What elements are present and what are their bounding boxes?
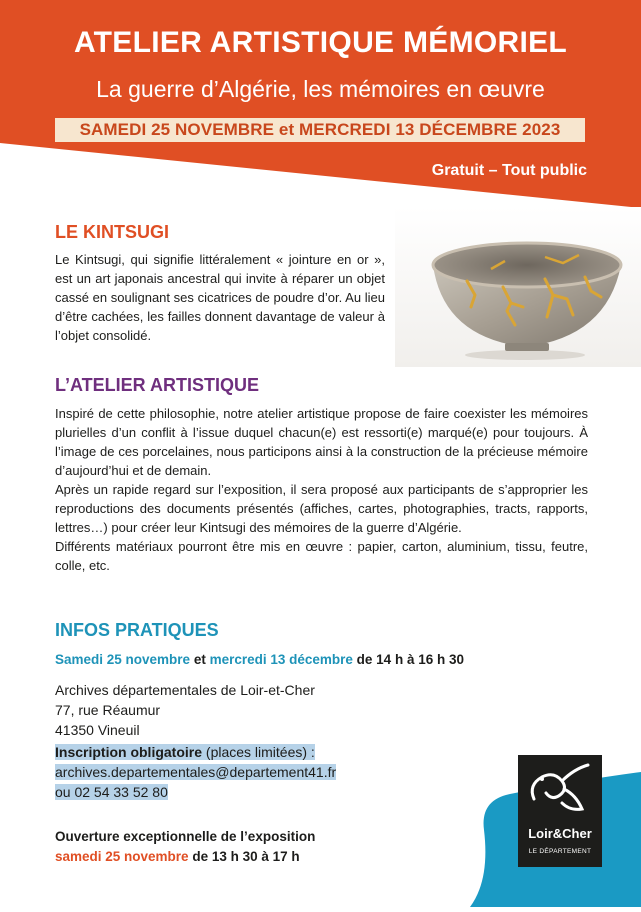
schedule-line (55, 652, 464, 667)
logo-subtitle: LE DÉPARTEMENT (528, 848, 592, 855)
event-dates: SAMEDI 25 NOVEMBRE et MERCREDI 13 DÉCEMBRE 2023 (55, 118, 585, 142)
opening-label: Ouverture exceptionnelle de l’exposition (55, 829, 316, 844)
opening-block (55, 827, 315, 867)
kintsugi-heading: LE KINTSUGI (55, 222, 170, 242)
address-line: 41350 Vineuil (55, 722, 140, 738)
atelier-text (55, 404, 588, 575)
atelier-heading: L’ATELIER ARTISTIQUE (55, 375, 260, 395)
schedule-hours: de 14 h à 16 h 30 (352, 652, 464, 667)
opening-hours: de 13 h 30 à 17 h (188, 849, 300, 864)
registration-phone[interactable]: ou 02 54 33 52 80 (55, 784, 168, 800)
logo-name: Loir&Cher (528, 826, 592, 841)
schedule-date-1: Samedi 25 novembre (55, 652, 191, 667)
atelier-paragraph: Différents matériaux pourront être mis en œuvre : papier, carton, aluminium, tissu, feutre, colle, etc. (55, 539, 588, 573)
page-subtitle: La guerre d’Algérie, les mémoires en œuvre (96, 76, 545, 102)
address-block (55, 680, 315, 740)
schedule-and: et (190, 652, 210, 667)
atelier-paragraph: Inspiré de cette philosophie, notre atelier artistique propose de faire coexister les mémoires plurielles d’un conflit à l’issue duquel chacun(e) est ressorti(e) marqué(e) pour toujours. À l’image de ces porcelaines, nous participons ainsi à la construction de la précieuse mémoire d’aujourd’hui et de demain. (55, 406, 588, 478)
kintsugi-text: Le Kintsugi, qui signifie littéralement « jointure en or », est un art japonais ancestral qui invite à réparer un objet cassé en soulignant ses cicatrices de poudre d’or. Au lieu d’être cachées, les failles donnent davantage de valeur à l’objet consolidé. (55, 252, 385, 343)
address-line: Archives départementales de Loir-et-Cher (55, 682, 315, 698)
schedule-date-2: mercredi 13 décembre (209, 652, 353, 667)
registration-label: Inscription obligatoire (55, 744, 203, 760)
infos-heading: INFOS PRATIQUES (55, 620, 219, 640)
salamander-icon (518, 755, 602, 825)
address-line: 77, rue Réaumur (55, 702, 161, 718)
registration-email[interactable]: archives.departementales@departement41.fr (55, 764, 337, 780)
registration-block (55, 742, 336, 802)
kintsugi-bowl-photo (395, 207, 641, 367)
registration-note: (places limitées) : (202, 744, 315, 760)
opening-date: samedi 25 novembre (55, 849, 189, 864)
audience-label: Gratuit – Tout public (431, 162, 587, 179)
atelier-paragraph: Après un rapide regard sur l’exposition, il sera proposé aux participants de s’approprier les reproductions des documents présentés (affiches, cartes, photographies, tracts, rapports, lettres…) pour créer leur Kintsugi des mémoires de la guerre d’Algérie. (55, 482, 588, 535)
page-title: ATELIER ARTISTIQUE MÉMORIEL (73, 26, 568, 59)
